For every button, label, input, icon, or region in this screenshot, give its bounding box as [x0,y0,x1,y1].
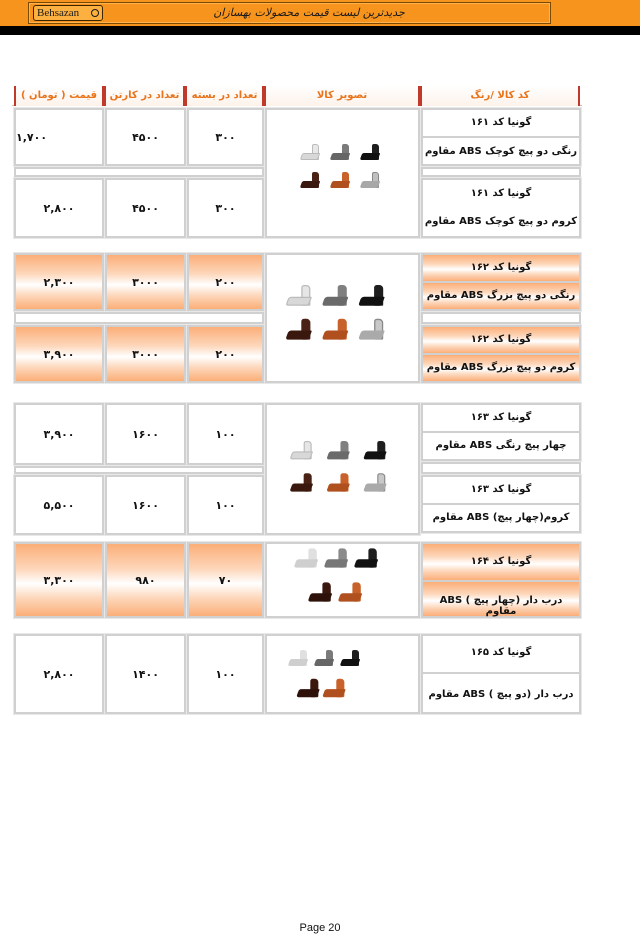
row-spacer [14,312,264,324]
bracket-image [301,144,391,196]
col-header-code: کد کالا /رنگ [420,86,580,106]
product-description: کروم دو پیچ کوچک ABS مقاوم [424,216,578,227]
product-desc-cell [421,403,581,461]
product-description: درب دار (چهار پیچ ) ABS مقاوم [439,595,563,617]
header-title: جدیدترین لیست قیمت محصولات بهسازان [213,6,405,19]
brand-logo-text: Behsazan [37,7,80,19]
bracket-image [287,285,443,389]
bracket-image [289,650,389,710]
carton-qty-cell: ۴۵۰۰ [105,178,186,238]
carton-qty-cell: ۱۶۰۰ [105,403,186,465]
product-description: رنگی دو پیچ بزرگ ABS مقاوم [426,290,576,301]
price-cell: ۳,۹۰۰ [14,325,104,383]
pack-qty-cell: ۳۰۰ [187,108,264,166]
product-image-164 [265,542,420,618]
price-cell: ۲,۸۰۰ [14,178,104,238]
product-description: درب دار (دو پیچ ) ABS مقاوم [428,689,574,700]
row-spacer [14,167,264,177]
pack-qty-cell: ۱۰۰ [187,403,264,465]
carton-qty-cell: ۹۸۰ [105,542,186,618]
product-image-163 [265,403,420,535]
sun-icon [91,9,99,17]
carton-qty-cell: ۳۰۰۰ [105,325,186,383]
carton-qty-cell: ۴۵۰۰ [105,108,186,166]
pack-qty-cell: ۱۰۰ [187,634,264,714]
product-code: گونیا کد ۱۶۴ [470,556,532,567]
carton-qty-cell: ۱۶۰۰ [105,475,186,535]
product-desc-cell [421,542,581,618]
price-cell: ۲,۸۰۰ [14,634,104,714]
product-code: گونیا کد ۱۶۳ [470,412,532,423]
product-desc-cell [421,178,581,238]
product-code: گونیا کد ۱۶۲ [470,334,532,345]
col-header-image: تصویر کالا [264,86,420,106]
product-desc-cell [421,634,581,714]
row-spacer [421,312,581,324]
pack-qty-cell: ۳۰۰ [187,178,264,238]
pack-qty-cell: ۲۰۰ [187,253,264,311]
header-frame [28,2,551,24]
col-header-price: قیمت ( تومان ) [14,86,104,106]
product-code: گونیا کد ۱۶۵ [470,647,532,658]
price-cell: ۱,۷۰۰ [14,108,104,166]
header-divider [0,26,640,35]
product-code: گونیا کد ۱۶۱ [470,188,532,199]
table-header [12,86,582,106]
bracket-image [297,550,397,612]
pack-qty-cell: ۷۰ [187,542,264,618]
product-image-162 [265,253,420,383]
carton-qty-cell: ۱۴۰۰ [105,634,186,714]
row-spacer [14,466,264,474]
header-bar [0,0,640,26]
col-header-carton: تعداد در کارتن [104,86,185,106]
product-code: گونیا کد ۱۶۲ [470,262,532,273]
product-description: کروم(چهار پیچ) ABS مقاوم [432,512,570,523]
product-description: کروم دو پیچ بزرگ ABS مقاوم [426,362,576,373]
page-number: Page 20 [299,922,341,934]
product-code: گونیا کد ۱۶۳ [470,484,532,495]
product-image-161 [265,108,420,238]
price-cell: ۲,۳۰۰ [14,253,104,311]
pack-qty-cell: ۱۰۰ [187,475,264,535]
product-desc-cell [421,108,581,166]
product-desc-cell [421,253,581,311]
price-cell: ۳,۳۰۰ [14,542,104,618]
product-code: گونیا کد ۱۶۱ [470,117,532,128]
pack-qty-cell: ۲۰۰ [187,325,264,383]
product-desc-cell [421,475,581,533]
row-spacer [421,167,581,177]
price-cell: ۵,۵۰۰ [14,475,104,535]
bracket-image [291,441,429,522]
price-cell: ۳,۹۰۰ [14,403,104,465]
col-header-pack: تعداد در بسته [185,86,264,106]
brand-logo [33,5,103,21]
product-description: رنگی دو پیچ کوچک ABS مقاوم [424,146,578,157]
product-image-165 [265,634,420,714]
product-description: چهار پیچ رنگی ABS مقاوم [435,440,567,451]
row-spacer [421,462,581,474]
product-desc-cell [421,325,581,383]
carton-qty-cell: ۳۰۰۰ [105,253,186,311]
